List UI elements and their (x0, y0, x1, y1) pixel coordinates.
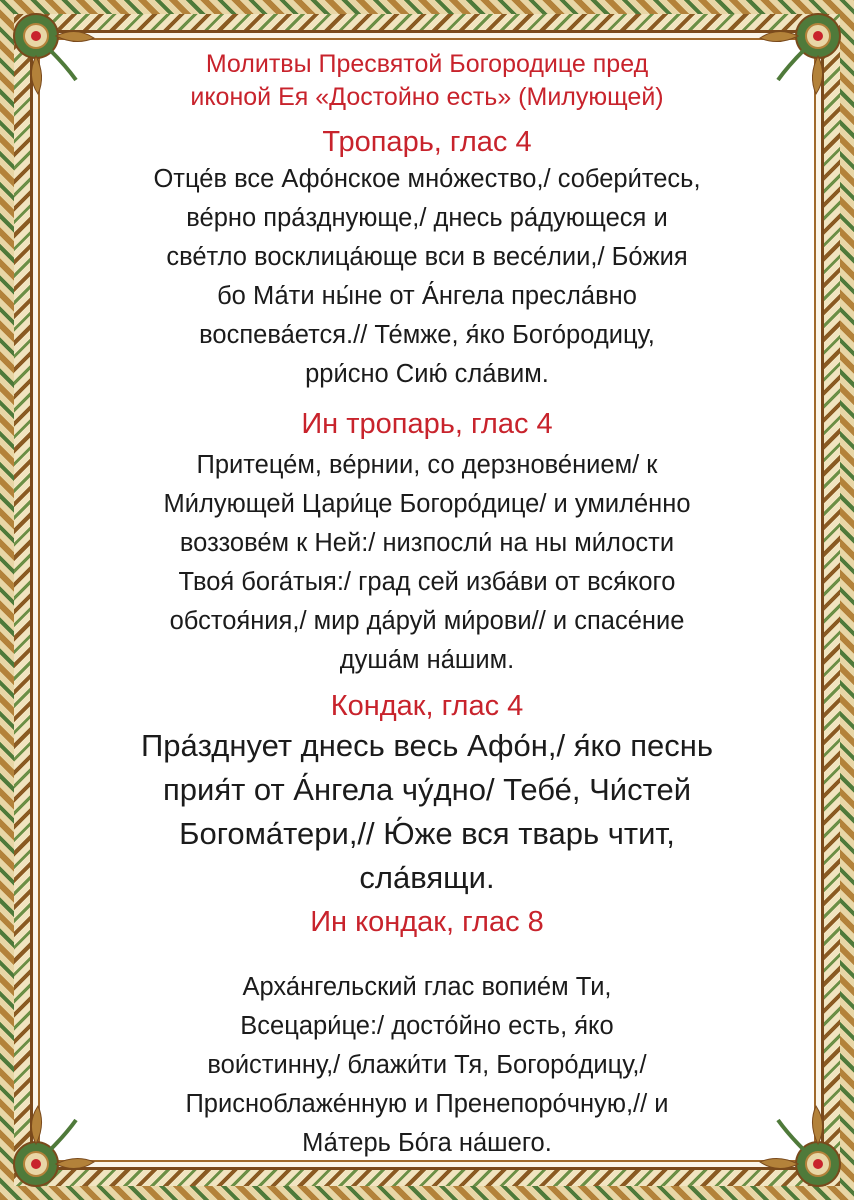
page-title-line2: иконой Ея «Достойно есть» (Милующей) (190, 83, 664, 111)
second-kontakion-heading: Ин кондак, глас 8 (310, 906, 544, 938)
second-troparion-heading: Ин тропарь, глас 4 (301, 408, 553, 440)
kontakion-text: Пра́зднует днесь весь Афо́н,/ я́ко песнь прия́т от А́нгела чу́дно/ Тебе́, Чи́стей Богома́тери,// Ю́же вся тварь чтит, сла́вящи. (140, 728, 714, 895)
troparion-text: Отце́в все Афо́нское мно́жество,/ собери́тесь, ве́рно пра́зднующе,/ днесь ра́дующеся и све́тло восклица́юще вси в весе́лии,/ Бо́жия бо Ма́ти ны́не от А́нгела пресла́вно воспева́ется.// Те́мже, я́ко Бого́родицу, pри́сно Сию́ сла́вим. (153, 165, 701, 388)
second-troparion-text: Притеце́м, ве́рнии, со дерзнове́нием/ к Ми́лующей Цари́це Богоро́дице/ и умиле́нно воззове́м к Ней:/ низпосли́ на ны ми́лости Твоя́ бога́тыя:/ град сей изба́ви от вся́кого обстоя́ния,/ мир да́руй ми́рови// и спасе́ние душа́м на́шим. (163, 451, 691, 674)
prayer-content (60, 48, 794, 1163)
kontakion-heading: Кондак, глас 4 (330, 690, 524, 722)
page-title-line1: Молитвы Пресвятой Богородице пред (205, 50, 649, 78)
troparion-heading: Тропарь, глас 4 (322, 126, 532, 158)
page-title (60, 48, 794, 114)
second-kontakion-text: Арха́нгельский глас вопие́м Ти, Всецари́це:/ досто́йно есть, я́ко вои́стинну,/ блажи́ти Тя, Богоро́дицу,/ Присноблаже́нную и Пренепоро́чную,// и Ма́терь Бо́га на́шего. (185, 973, 669, 1157)
